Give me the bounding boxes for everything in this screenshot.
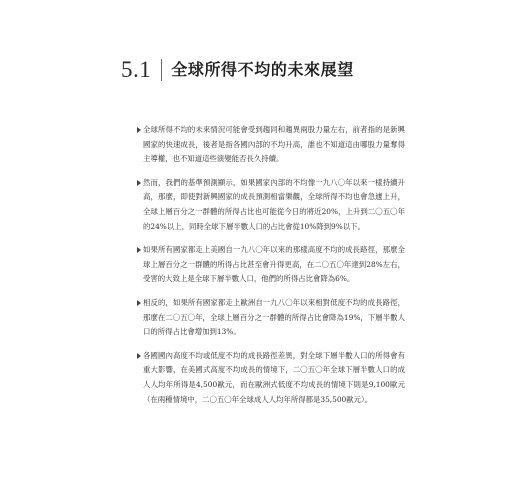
paragraph-text: 各國國內高度不均或低度不均的成長路徑差異，對全球下層半數人口的所得會有重大影響，在美國式高度不均成長的情境下，二〇五〇年全球下層半數人口的成人人均年所得是4,500歐元，而在歐洲式低度不均成長的情境下則是9,100歐元（在兩種情境中，二〇五〇年全球成人人均年所得都是35,500歐元）。 — [143, 350, 405, 404]
section-header — [121, 56, 354, 84]
paragraph-1 — [143, 123, 405, 167]
paragraph-text: 如果所有國家都走上美國自一九八〇年以來的那樣高度不均的成長路徑，那麼全球上層百分之一群體的所得占比甚至會升得更高，在二〇五〇年達到28%左右，受害的大致上是全球下層半數人口，他們的所得占比會降為6%。 — [143, 245, 405, 284]
paragraph-3 — [143, 243, 405, 287]
header-divider — [161, 59, 162, 81]
triangle-bullet-icon — [137, 353, 141, 359]
paragraph-5 — [143, 349, 405, 407]
paragraph-text: 全球所得不均的未來情況可能會受到趨同和趨異兩股力量左右，前者指的是新興國家的快速成長，後者是指各國內部的不均升高，誰也不知道這由哪股力量奪得主導權，也不知道這些演變能否長久持續。 — [143, 125, 405, 164]
paragraph-text: 然而，我們的基準預測顯示，如果國家內部的不均像一九八〇年以來一樣持續升高，那麼，即使對新興國家的成長預測相當樂觀，全球所得不均也會急遽上升，全球上層百分之一群體的所得占比也可能從今日的將近20%，上升到二〇五〇年的24%以上，同時全球下層半數人口的占比會從10%降到9%以下。 — [143, 177, 405, 231]
section-body — [143, 123, 405, 416]
paragraph-4 — [143, 296, 405, 340]
section-number: 5.1 — [121, 57, 152, 82]
triangle-bullet-icon — [137, 127, 141, 133]
section-title: 全球所得不均的未來展望 — [171, 60, 354, 79]
triangle-bullet-icon — [137, 247, 141, 253]
triangle-bullet-icon — [137, 180, 141, 186]
triangle-bullet-icon — [137, 300, 141, 306]
paragraph-2 — [143, 176, 405, 234]
paragraph-text: 相反的，如果所有國家都走上歐洲自一九八〇年以來相對低度不均的成長路徑，那麼在二〇五〇年，全球上層百分之一群體的所得占比會降為19%，下層半數人口的所得占比會增加到13%。 — [143, 297, 405, 337]
